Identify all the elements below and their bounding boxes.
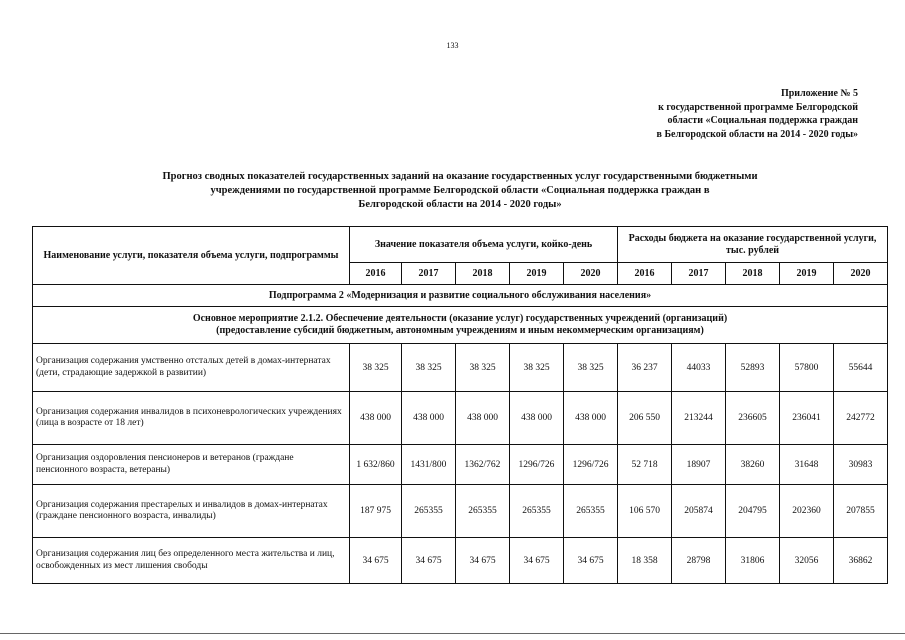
budget-cell: 204795 [726,485,780,538]
budget-cell: 202360 [780,485,834,538]
table-row [33,392,888,445]
table-row [33,538,888,584]
forecast-table [32,226,888,584]
budget-cell: 55644 [834,344,888,392]
appendix-line-1: Приложение № 5 [780,88,858,99]
volume-cell: 438 000 [350,392,402,445]
volume-cell: 1 632/860 [350,445,402,485]
budget-cell: 52893 [726,344,780,392]
table-row [33,485,888,538]
table-row [33,344,888,392]
budget-cell: 52 718 [618,445,672,485]
budget-cell: 236605 [726,392,780,445]
header-budget-year: 2017 [672,263,726,285]
budget-cell: 28798 [672,538,726,584]
header-budget-year: 2019 [780,263,834,285]
budget-cell: 31806 [726,538,780,584]
volume-cell: 438 000 [402,392,456,445]
header-volume-year: 2019 [510,263,564,285]
volume-cell: 38 325 [456,344,510,392]
document-title [90,170,830,212]
volume-cell: 438 000 [456,392,510,445]
budget-cell: 31648 [780,445,834,485]
volume-cell: 34 675 [350,538,402,584]
budget-cell: 44033 [672,344,726,392]
page-number: 133 [446,41,459,50]
header-budget-year: 2018 [726,263,780,285]
title-line-3: Белгородской области на 2014 - 2020 годы» [358,199,562,210]
budget-cell: 57800 [780,344,834,392]
service-name-cell: Организация содержания престарелых и инвалидов в домах-интернатах (граждане пенсионного возраста, инвалиды) [33,485,350,538]
budget-cell: 36 237 [618,344,672,392]
main-event-line-2: (предоставление субсидий бюджетным, автономным учреждениям и иным некоммерческим организациям) [216,325,704,336]
budget-cell: 30983 [834,445,888,485]
volume-cell: 1431/800 [402,445,456,485]
volume-cell: 34 675 [564,538,618,584]
volume-cell: 438 000 [564,392,618,445]
budget-cell: 236041 [780,392,834,445]
volume-cell: 34 675 [402,538,456,584]
appendix-header [657,87,858,141]
header-service-name: Наименование услуги, показателя объема услуги, подпрограммы [33,227,350,285]
header-budget: Расходы бюджета на оказание государственной услуги, тыс. рублей [618,227,888,263]
budget-cell: 18907 [672,445,726,485]
main-event-line-1: Основное мероприятие 2.1.2. Обеспечение деятельности (оказание услуг) государственных учреждений (организаций) [192,313,728,324]
volume-cell: 265355 [510,485,564,538]
header-budget-year: 2016 [618,263,672,285]
volume-cell: 187 975 [350,485,402,538]
volume-cell: 1296/726 [510,445,564,485]
volume-cell: 1296/726 [564,445,618,485]
volume-cell: 38 325 [564,344,618,392]
service-name-cell: Организация содержания умственно отсталых детей в домах-интернатах (дети, страдающие задержкой в развитии) [33,344,350,392]
header-volume-year: 2020 [564,263,618,285]
budget-cell: 18 358 [618,538,672,584]
page-bottom-rule [0,633,905,636]
volume-cell: 34 675 [510,538,564,584]
appendix-line-4: в Белгородской области на 2014 - 2020 годы» [656,128,858,140]
budget-cell: 38260 [726,445,780,485]
appendix-line-3: области «Социальная поддержка граждан [667,115,858,126]
header-volume: Значение показателя объема услуги, койко-день [350,227,618,263]
table-row [33,445,888,485]
budget-cell: 106 570 [618,485,672,538]
volume-cell: 265355 [564,485,618,538]
header-volume-year: 2018 [456,263,510,285]
header-volume-year: 2016 [350,263,402,285]
appendix-line-2: к государственной программе Белгородской [658,101,858,113]
forecast-table-container [32,226,887,584]
title-line-2: учреждениями по государственной программе Белгородской области «Социальная поддержка граждан в [210,185,710,196]
header-volume-year: 2017 [402,263,456,285]
service-name-cell: Организация оздоровления пенсионеров и ветеранов (граждане пенсионного возраста, ветераны) [33,445,350,485]
volume-cell: 34 675 [456,538,510,584]
budget-cell: 206 550 [618,392,672,445]
budget-cell: 32056 [780,538,834,584]
header-budget-year: 2020 [834,263,888,285]
volume-cell: 1362/762 [456,445,510,485]
volume-cell: 38 325 [402,344,456,392]
service-name-cell: Организация содержания инвалидов в психоневрологических учреждениях (лица в возрасте от 18 лет) [33,392,350,445]
budget-cell: 213244 [672,392,726,445]
volume-cell: 265355 [402,485,456,538]
service-name-cell: Организация содержания лиц без определенного места жительства и лиц, освобожденных из мест лишения свободы [33,538,350,584]
volume-cell: 438 000 [510,392,564,445]
budget-cell: 36862 [834,538,888,584]
subprogram-title: Подпрограмма 2 «Модернизация и развитие социального обслуживания населения» [33,285,888,307]
title-line-1: Прогноз сводных показателей государственных заданий на оказание государственных услуг государственными бюджетными [162,171,758,182]
volume-cell: 38 325 [350,344,402,392]
volume-cell: 265355 [456,485,510,538]
main-event-title [33,307,888,344]
budget-cell: 205874 [672,485,726,538]
volume-cell: 38 325 [510,344,564,392]
budget-cell: 242772 [834,392,888,445]
budget-cell: 207855 [834,485,888,538]
